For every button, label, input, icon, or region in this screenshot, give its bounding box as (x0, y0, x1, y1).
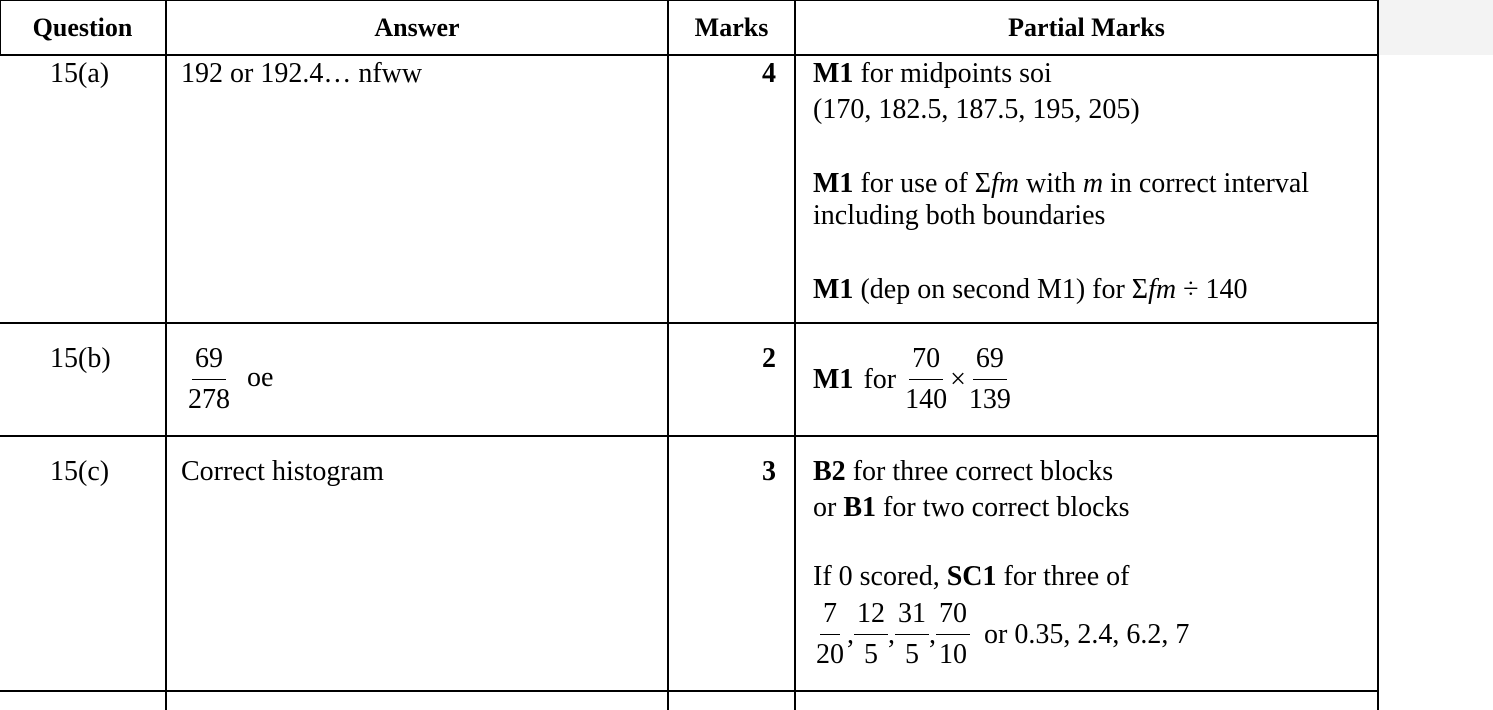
partial-line: M1 (dep on second M1) for Σfm ÷ 140 (813, 274, 1248, 305)
column-divider (794, 0, 796, 710)
answer-suffix: oe (247, 361, 274, 393)
partial-line: If 0 scored, SC1 for three of (813, 561, 1130, 592)
question-number: 15(a) (50, 58, 110, 89)
row-divider (0, 690, 1379, 692)
fraction: $\frac{70}{140}$ (902, 339, 950, 420)
header-partial-marks: Partial Marks (1008, 12, 1165, 42)
fraction: $\frac{69}{278}$ (185, 339, 233, 420)
question-number: 15(c) (50, 456, 110, 487)
partial-line: M1 for use of Σfm with m in correct interval (813, 168, 1310, 199)
header-marks: Marks (694, 12, 769, 42)
table-border-right (1377, 0, 1379, 710)
fraction: $\frac{70}{10}$ (936, 594, 970, 675)
marks-value: 2 (762, 343, 776, 374)
row-divider (0, 435, 1379, 437)
fraction: $\frac{31}{5}$ (895, 594, 929, 675)
column-divider (667, 0, 669, 710)
partial-line: or B1 for two correct blocks (813, 492, 1130, 523)
answer-text: 192 or 192.4… nfww (181, 58, 423, 89)
partial-line: including both boundaries (813, 200, 1106, 231)
answer-text: Correct histogram (181, 456, 384, 487)
partial-line: $\frac{7}{20}$ , $\frac{12}{5}$ , $\frac{31}{5}$ , $\frac{70}{10}$ or 0.35, 2.4, 6.2, 7 (813, 594, 1189, 675)
partial-line: B2 for three correct blocks (813, 456, 1114, 487)
partial-line: M1 for $\frac{70}{140}$ × $\frac{69}{139}$ (813, 339, 1014, 420)
answer-fraction (181, 339, 273, 420)
header-answer: Answer (374, 12, 460, 42)
marks-value: 3 (762, 456, 776, 487)
header-question: Question (32, 12, 133, 42)
marks-value: 4 (762, 58, 776, 89)
row-divider (0, 322, 1379, 324)
question-number: 15(b) (50, 343, 111, 374)
partial-line: (170, 182.5, 187.5, 195, 205) (813, 94, 1140, 125)
fraction: $\frac{69}{139}$ (966, 339, 1014, 420)
fraction: $\frac{7}{20}$ (813, 594, 847, 675)
partial-line: M1 for midpoints soi (813, 58, 1052, 89)
column-divider (165, 0, 167, 710)
right-margin-band (1378, 0, 1493, 55)
fraction: $\frac{12}{5}$ (854, 594, 888, 675)
